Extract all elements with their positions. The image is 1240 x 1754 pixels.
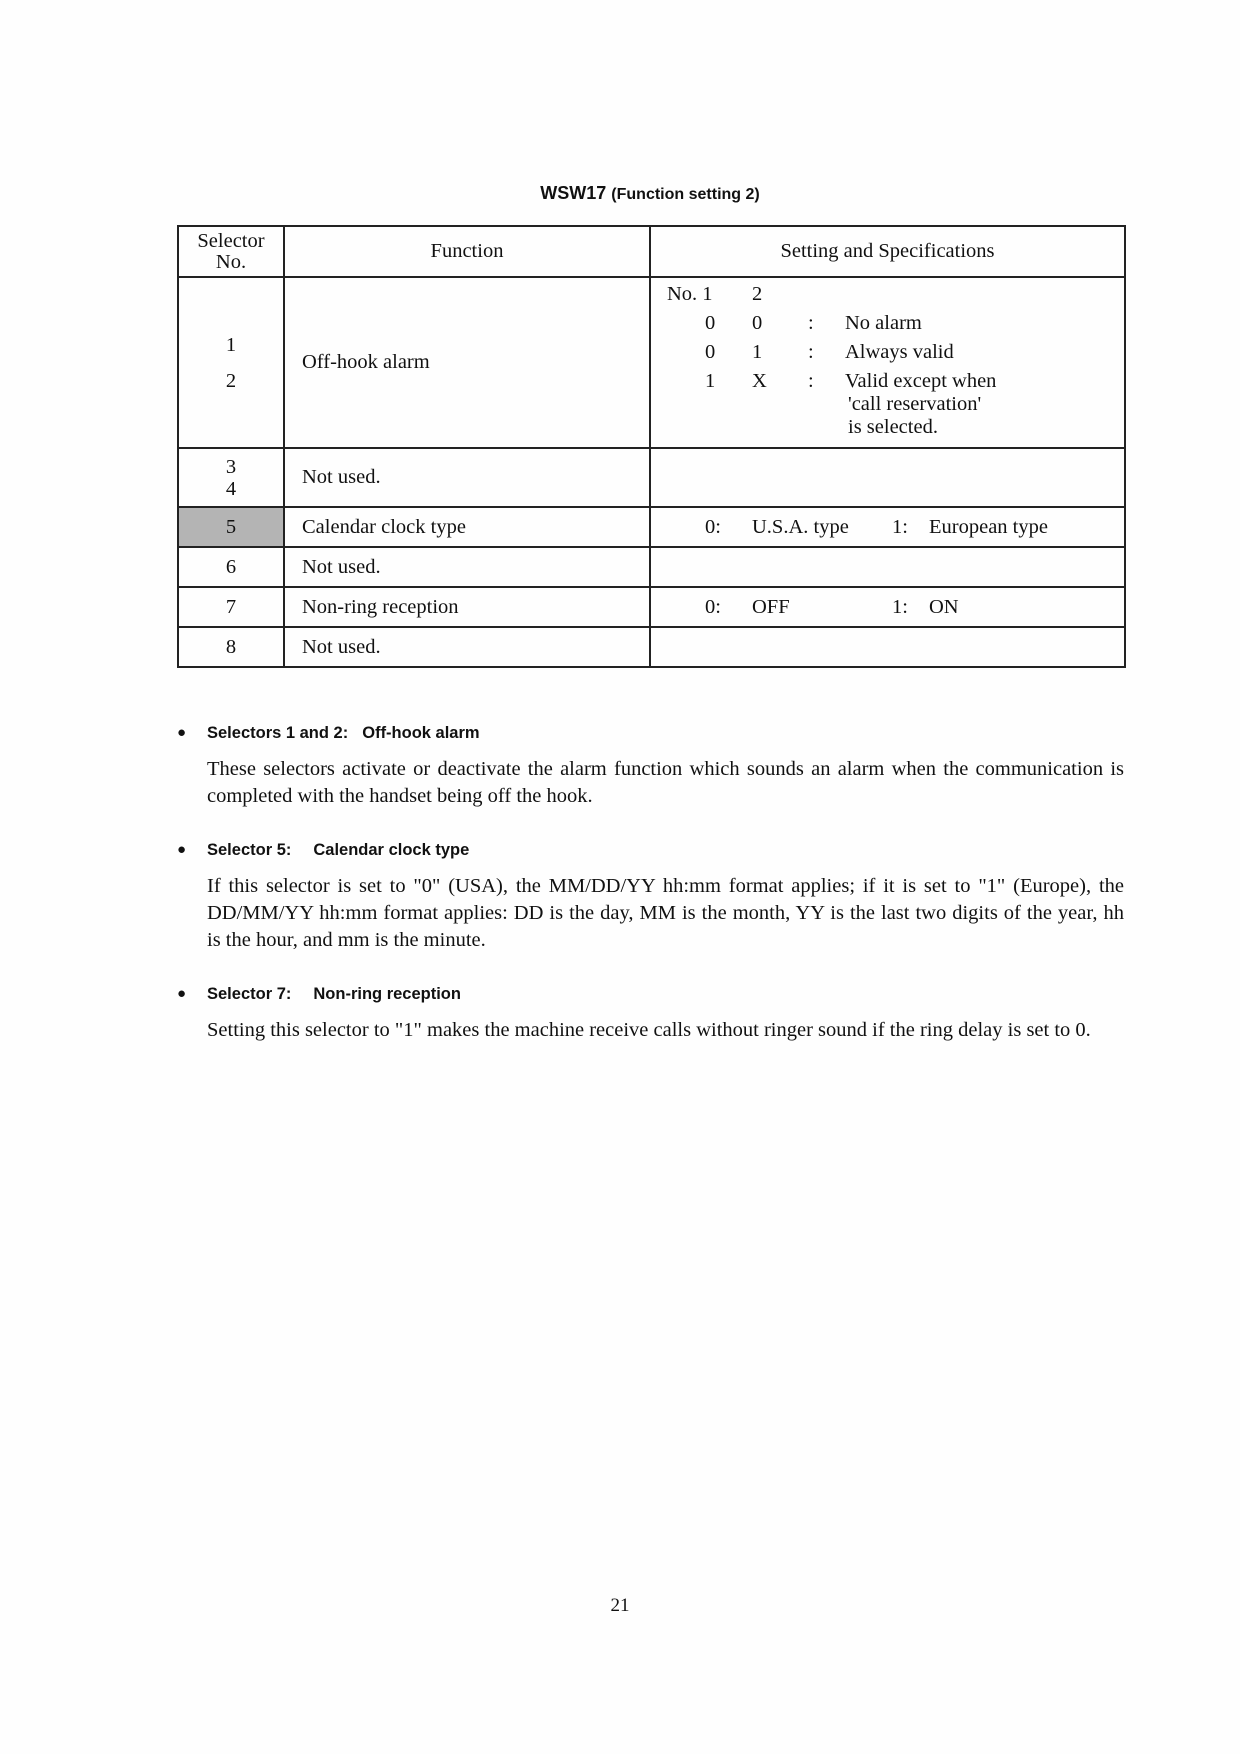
function-cell: Off-hook alarm	[284, 277, 650, 448]
page-number: 21	[610, 1595, 630, 1616]
setting-cell: 0: U.S.A. type 1: European type	[650, 507, 1125, 547]
function-cell: Not used.	[284, 547, 650, 587]
table-row	[178, 507, 1125, 547]
table-title-main: WSW17	[540, 183, 607, 203]
document-page: WSW17 (Function setting 2) Selector No. Function Setting and Specifications 1 2 Off-hook alarm No. 1 2 0 0 : No alarm 0 1 : Always valid 1 X : Valid except when 'call reservation' is selected. 3 4 Not used. 5 Calendar clock type 0: U.S.A. type 1: European type 6 Not used. 7 Non-ring reception 0: OFF 1: ON 8 Not used. ● Selectors 1 and 2: Off-hook alarm These selectors activate or deactivate the alarm function which sounds an alarm when the communication is completed with the handset being off the hook. ● Selector 5: Calendar clock type If this selector is set to "0" (USA), the MM/DD/YY hh:mm format applies; if it is set to "1" (Europe), the DD/MM/YY hh:mm format applies: DD is the day, MM is the month, YY is the last two digits of the year, hh is the hour, and mm is the minute. ● Selector 7: Non-ring reception Setting this selector to "1" makes the machine receive calls without ringer sound if the ring delay is set to 0. 21	[0, 0, 1240, 1754]
section-body: If this selector is set to "0" (USA), the MM/DD/YY hh:mm format applies; if it is set to "1" (Europe), the DD/MM/YY hh:mm format applies: DD is the day, MM is the month, YY is the last two digits of the year, hh is the hour, and mm is the minute.	[207, 875, 1124, 951]
selector-cell: 3 4	[178, 448, 284, 507]
selector-settings-table	[177, 225, 1126, 668]
table-row	[178, 277, 1125, 448]
table-title	[0, 183, 1240, 204]
header-function: Function	[284, 226, 650, 277]
selector-cell: 6	[178, 547, 284, 587]
setting-cell	[650, 448, 1125, 507]
function-cell: Calendar clock type	[284, 507, 650, 547]
selector-cell-highlighted: 5	[178, 507, 284, 547]
header-setting: Setting and Specifications	[650, 226, 1125, 277]
selector-cell: 7	[178, 587, 284, 627]
selector-cell: 8	[178, 627, 284, 667]
table-title-sub: (Function setting 2)	[611, 186, 760, 203]
table-row	[178, 587, 1125, 627]
setting-cell	[650, 627, 1125, 667]
function-cell: Not used.	[284, 448, 650, 507]
table-row	[178, 627, 1125, 667]
table-row	[178, 448, 1125, 507]
function-cell: Not used.	[284, 627, 650, 667]
section-body: These selectors activate or deactivate the alarm function which sounds an alarm when the communication is completed with the handset being off the hook.	[207, 758, 1124, 807]
table-row	[178, 547, 1125, 587]
setting-cell	[650, 547, 1125, 587]
function-cell: Non-ring reception	[284, 587, 650, 627]
section-body: Setting this selector to "1" makes the machine receive calls without ringer sound if the ring delay is set to 0.	[207, 1019, 1091, 1041]
bullet-icon: ●	[177, 985, 187, 1002]
bullet-icon: ●	[177, 841, 187, 858]
table-header-row	[178, 226, 1125, 277]
bullet-icon: ●	[177, 724, 187, 741]
header-selector-no: Selector No.	[178, 226, 284, 277]
selector-cell: 1 2	[178, 277, 284, 448]
setting-cell: No. 1 2 0 0 : No alarm 0 1 : Always valid 1 X : Valid except when 'call reservation' is selected.	[650, 277, 1125, 448]
setting-cell: 0: OFF 1: ON	[650, 587, 1125, 627]
